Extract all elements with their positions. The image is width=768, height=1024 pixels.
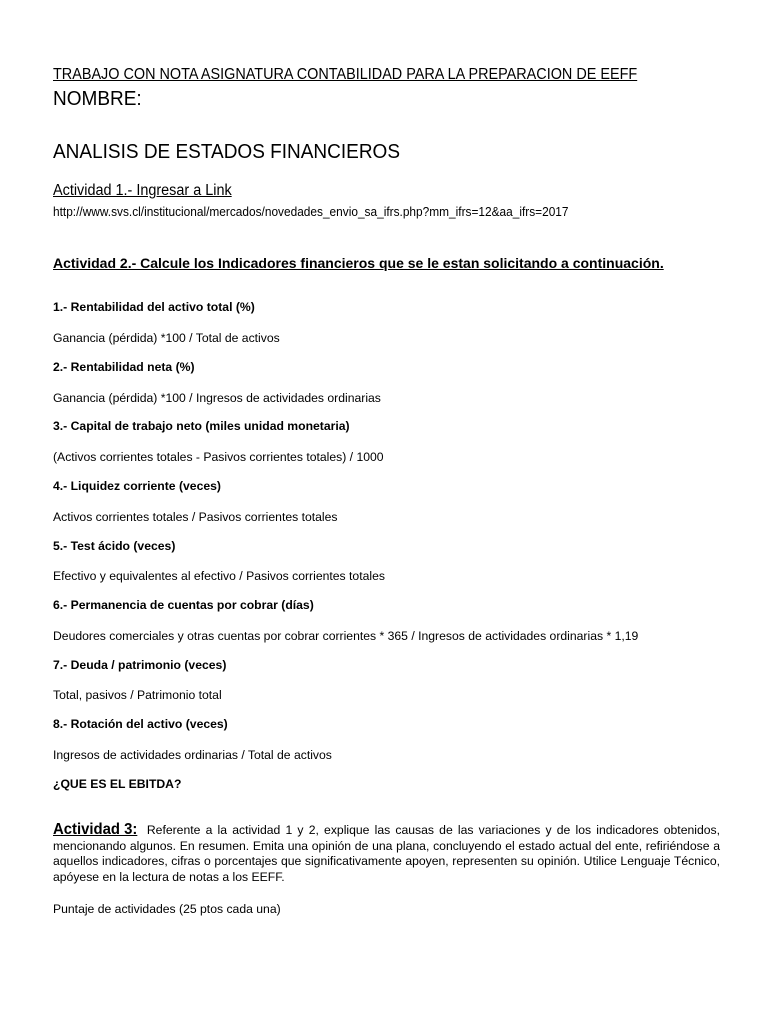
activity3-text: Referente a la actividad 1 y 2, explique las causas de las variaciones y de los indicadores obtenidos, mencionando algunos. En resumen. Emita una opinión de una plana, concluyendo el estado actual del ente, refiriéndose a aquellos indicadores, cifras o porcentajes que significativamente apoyen, representen su opinión. Utilice Lenguaje Técnico, apóyese en la lectura de notas a los EEFF. <box>53 823 720 884</box>
indicator-2-formula: Ganancia (pérdida) *100 / Ingresos de actividades ordinarias <box>53 391 381 405</box>
activity3-label: Actividad 3: <box>53 821 138 838</box>
indicator-6-formula: Deudores comerciales y otras cuentas por cobrar corrientes * 365 / Ingresos de actividades ordinarias * 1,19 <box>53 629 639 643</box>
indicator-2-title: 2.- Rentabilidad neta (%) <box>53 360 195 374</box>
indicator-3-formula: (Activos corrientes totales - Pasivos corrientes totales) / 1000 <box>53 450 384 464</box>
indicator-4-title: 4.- Liquidez corriente (veces) <box>53 479 221 493</box>
indicator-5-formula: Efectivo y equivalentes al efectivo / Pasivos corrientes totales <box>53 569 385 583</box>
nombre-label: NOMBRE: <box>53 88 142 110</box>
indicator-6-title: 6.- Permanencia de cuentas por cobrar (días) <box>53 598 314 612</box>
indicator-8-title: 8.- Rotación del activo (veces) <box>53 717 228 731</box>
activity1-title: Actividad 1.- Ingresar a Link <box>53 182 232 199</box>
main-title: ANALISIS DE ESTADOS FINANCIEROS <box>53 141 401 163</box>
indicator-1-title: 1.- Rentabilidad del activo total (%) <box>53 300 255 314</box>
activity1-link[interactable]: http://www.svs.cl/institucional/mercados/novedades_envio_sa_ifrs.php?mm_ifrs=12&aa_ifrs=2017 <box>53 205 569 219</box>
indicator-1-formula: Ganancia (pérdida) *100 / Total de activos <box>53 331 280 345</box>
activity2-title: Actividad 2.- Calcule los Indicadores financieros que se le estan solicitando a continuación. <box>53 255 664 271</box>
ebitda-question: ¿QUE ES EL EBITDA? <box>53 777 182 791</box>
indicator-5-title: 5.- Test ácido (veces) <box>53 539 176 553</box>
indicator-7-title: 7.- Deuda / patrimonio (veces) <box>53 658 227 672</box>
header-line: TRABAJO CON NOTA ASIGNATURA CONTABILIDAD PARA LA PREPARACION DE EEFF <box>53 66 638 83</box>
indicator-4-formula: Activos corrientes totales / Pasivos corrientes totales <box>53 510 338 524</box>
indicator-3-title: 3.- Capital de trabajo neto (miles unidad monetaria) <box>53 419 350 433</box>
indicator-8-formula: Ingresos de actividades ordinarias / Total de activos <box>53 748 332 762</box>
indicator-7-formula: Total, pasivos / Patrimonio total <box>53 688 222 702</box>
score-note: Puntaje de actividades (25 ptos cada una) <box>53 902 281 916</box>
activity3-paragraph <box>53 822 720 885</box>
